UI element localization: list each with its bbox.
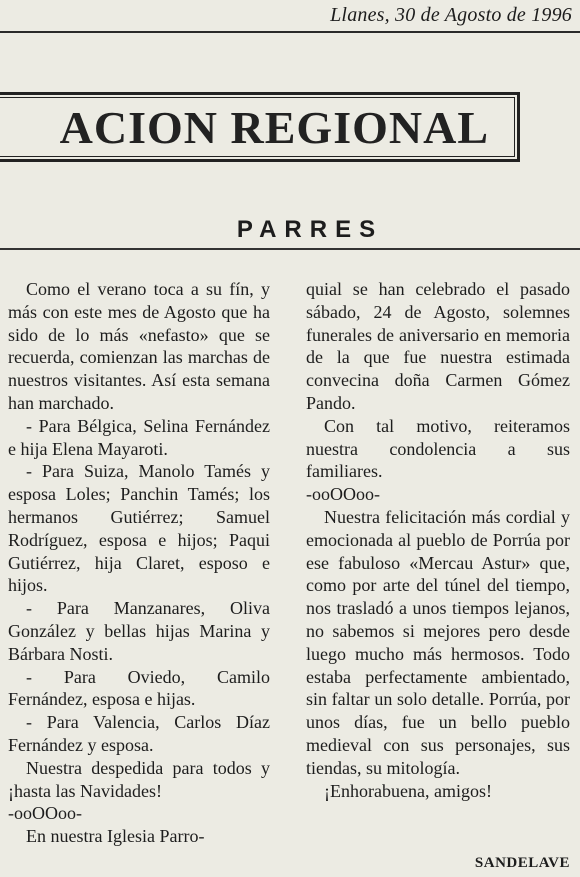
separator: -ooOOoo- xyxy=(306,484,380,505)
top-rule xyxy=(0,31,580,33)
paragraph: - Para Suiza, Manolo Tamés y esposa Loles; Panchin Tamés; los hermanos Gutiérrez; Samuel Rodríguez, esposa e hijos; Paqui Gutiérrez, hija Claret, esposo e hijos. xyxy=(8,461,270,596)
paragraph: - Para Manzanares, Oliva González y bellas hijas Marina y Bárbara Nosti. xyxy=(8,598,270,664)
article-column-2 xyxy=(306,278,570,802)
section-banner xyxy=(0,92,520,162)
paragraph: Como el verano toca a su fín, y más con este mes de Agosto que ha sido de lo más «nefasto» que se recuerda, comienzan las marchas de nuestros visitantes. Así esta semana han marchado. xyxy=(8,279,270,413)
paragraph: - Para Bélgica, Selina Fernández e hija Elena Mayaroti. xyxy=(8,415,270,459)
paragraph: Con tal motivo, reiteramos nuestra condolencia a sus familiares. xyxy=(306,415,570,482)
paragraph: - Para Oviedo, Camilo Fernández, esposa e hijas. xyxy=(8,666,270,710)
paragraph: - Para Valencia, Carlos Díaz Fernández y esposa. xyxy=(8,712,270,755)
section-title: PARRES xyxy=(236,216,384,243)
paragraph: En nuestra Iglesia Parro- xyxy=(26,826,205,847)
paragraph: Nuestra felicitación más cordial y emocionada al pueblo de Porrúa por ese fabuloso «Mercau Astur» que, como por arte del túnel del tiempo, nos trasladó a unos tiempos lejanos, no sabemos si mejores pero desde luego mucho más hermosos. Todo estaba perfectamente ambientado, sin faltar un solo detalle. Porrúa, por unos días, fue un bello pueblo medieval con sus personajes, sus tiendas, su mitología. xyxy=(306,506,570,778)
banner-title: ACION REGIONAL xyxy=(59,102,489,153)
paragraph: quial se han celebrado el pasado sábado, 24 de Agosto, solemnes funerales de aniversario en memoria de la que fue nuestra estimada convecina doña Carmen Gómez Pando. xyxy=(306,279,570,413)
paragraph: Nuestra despedida para todos y ¡hasta las Navidades! xyxy=(8,757,270,801)
separator: -ooOOoo- xyxy=(8,803,82,824)
author-signature: SANDELAVE xyxy=(474,855,570,871)
section-rule xyxy=(0,248,580,250)
article-column-1 xyxy=(8,278,270,848)
dateline: Llanes, 30 de Agosto de 1996 xyxy=(330,4,572,26)
paragraph: ¡Enhorabuena, amigos! xyxy=(324,780,492,801)
